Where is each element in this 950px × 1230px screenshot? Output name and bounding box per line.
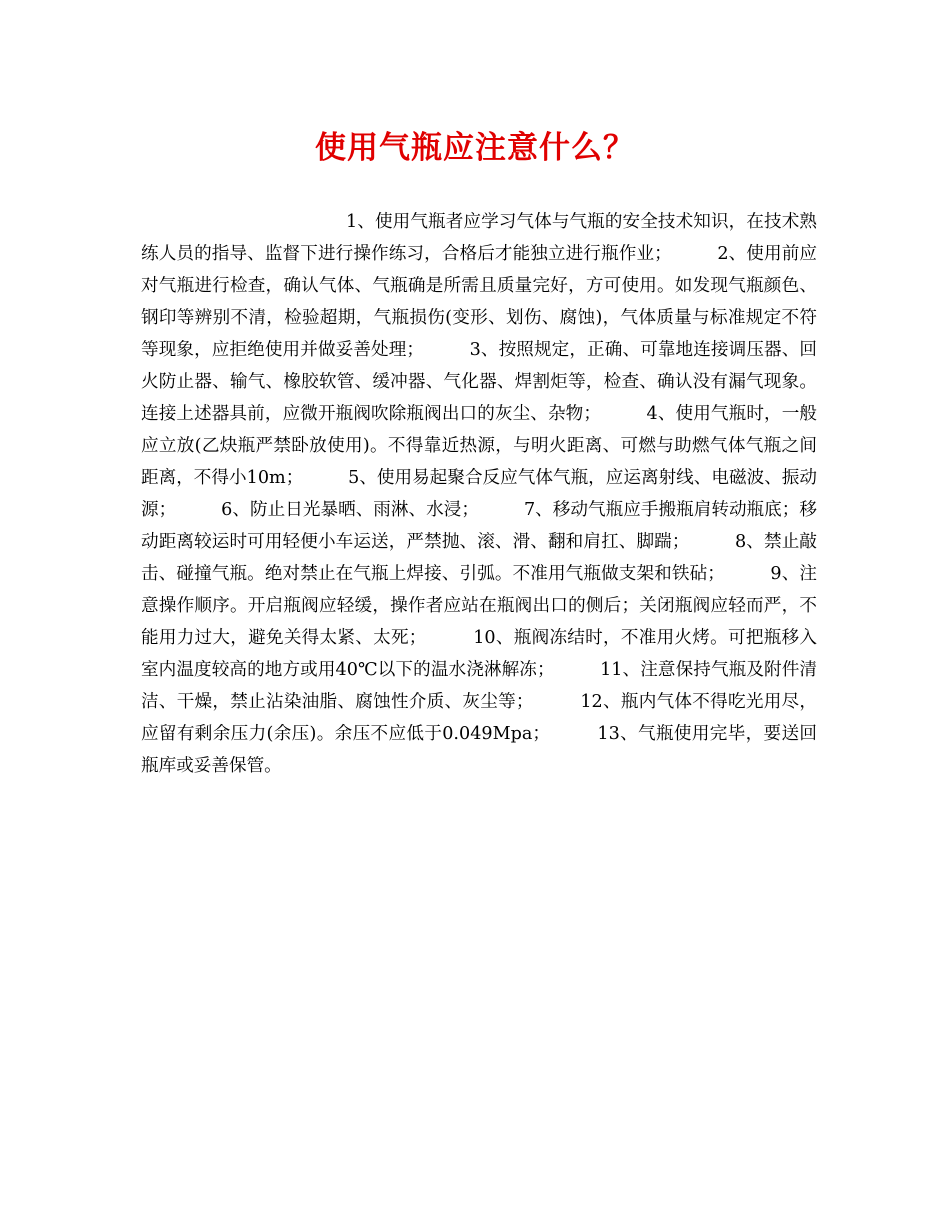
item-11: 11、注意保持气瓶及附件清洁、干燥，禁止沾染油脂、腐蚀性介质、灰尘等；: [141, 660, 817, 712]
item-6: 6、防止日光暴晒、雨淋、水浸；: [221, 500, 479, 520]
item-8: 8、禁止敲击、碰撞气瓶。绝对禁止在气瓶上焊接、引弧。不准用气瓶做支架和铁砧；: [141, 532, 817, 584]
item-12: 12、瓶内气体不得吃光用尽，应留有剩余压力(余压)。余压不应低于0.049Mpa；: [141, 692, 817, 744]
item-5: 5、使用易起聚合反应气体气瓶，应运离射线、电磁波、振动源；: [141, 468, 818, 520]
document-body: [141, 206, 817, 782]
item-13: 13、气瓶使用完毕，要送回瓶库或妥善保管。: [141, 724, 818, 776]
item-1: 1、使用气瓶者应学习气体与气瓶的安全技术知识，在技术熟练人员的指导、监督下进行操作练习，合格后才能独立进行瓶作业；: [141, 212, 817, 264]
item-7: 7、移动气瓶应手搬瓶肩转动瓶底；移动距离较运时可用轻便小车运送，严禁抛、滚、滑、翻和肩扛、脚踹；: [141, 500, 818, 552]
item-2: 2、使用前应对气瓶进行检查，确认气体、气瓶确是所需且质量完好，方可使用。如发现气瓶颜色、钢印等辨别不清，检验超期，气瓶损伤(变形、划伤、腐蚀)，气体质量与标准规定不符等现象，应拒绝使用并做妥善处理；: [141, 244, 817, 360]
page-title: 使用气瓶应注意什么？: [315, 130, 635, 166]
item-10: 10、瓶阀冻结时，不准用火烤。可把瓶移入室内温度较高的地方或用40℃以下的温水浇淋解冻；: [141, 628, 817, 680]
item-4: 4、使用气瓶时，一般应立放(乙炔瓶严禁卧放使用)。不得靠近热源，与明火距离、可燃与助燃气体气瓶之间距离，不得小10m；: [141, 404, 817, 488]
item-9: 9、注意操作顺序。开启瓶阀应轻缓，操作者应站在瓶阀出口的侧后；关闭瓶阀应轻而严，不能用力过大，避免关得太紧、太死；: [141, 564, 817, 648]
item-3: 3、按照规定，正确、可靠地连接调压器、回火防止器、输气、橡胶软管、缓冲器、气化器、焊割炬等，检查、确认没有漏气现象。连接上述器具前，应微开瓶阀吹除瓶阀出口的灰尘、杂物；: [141, 340, 817, 424]
